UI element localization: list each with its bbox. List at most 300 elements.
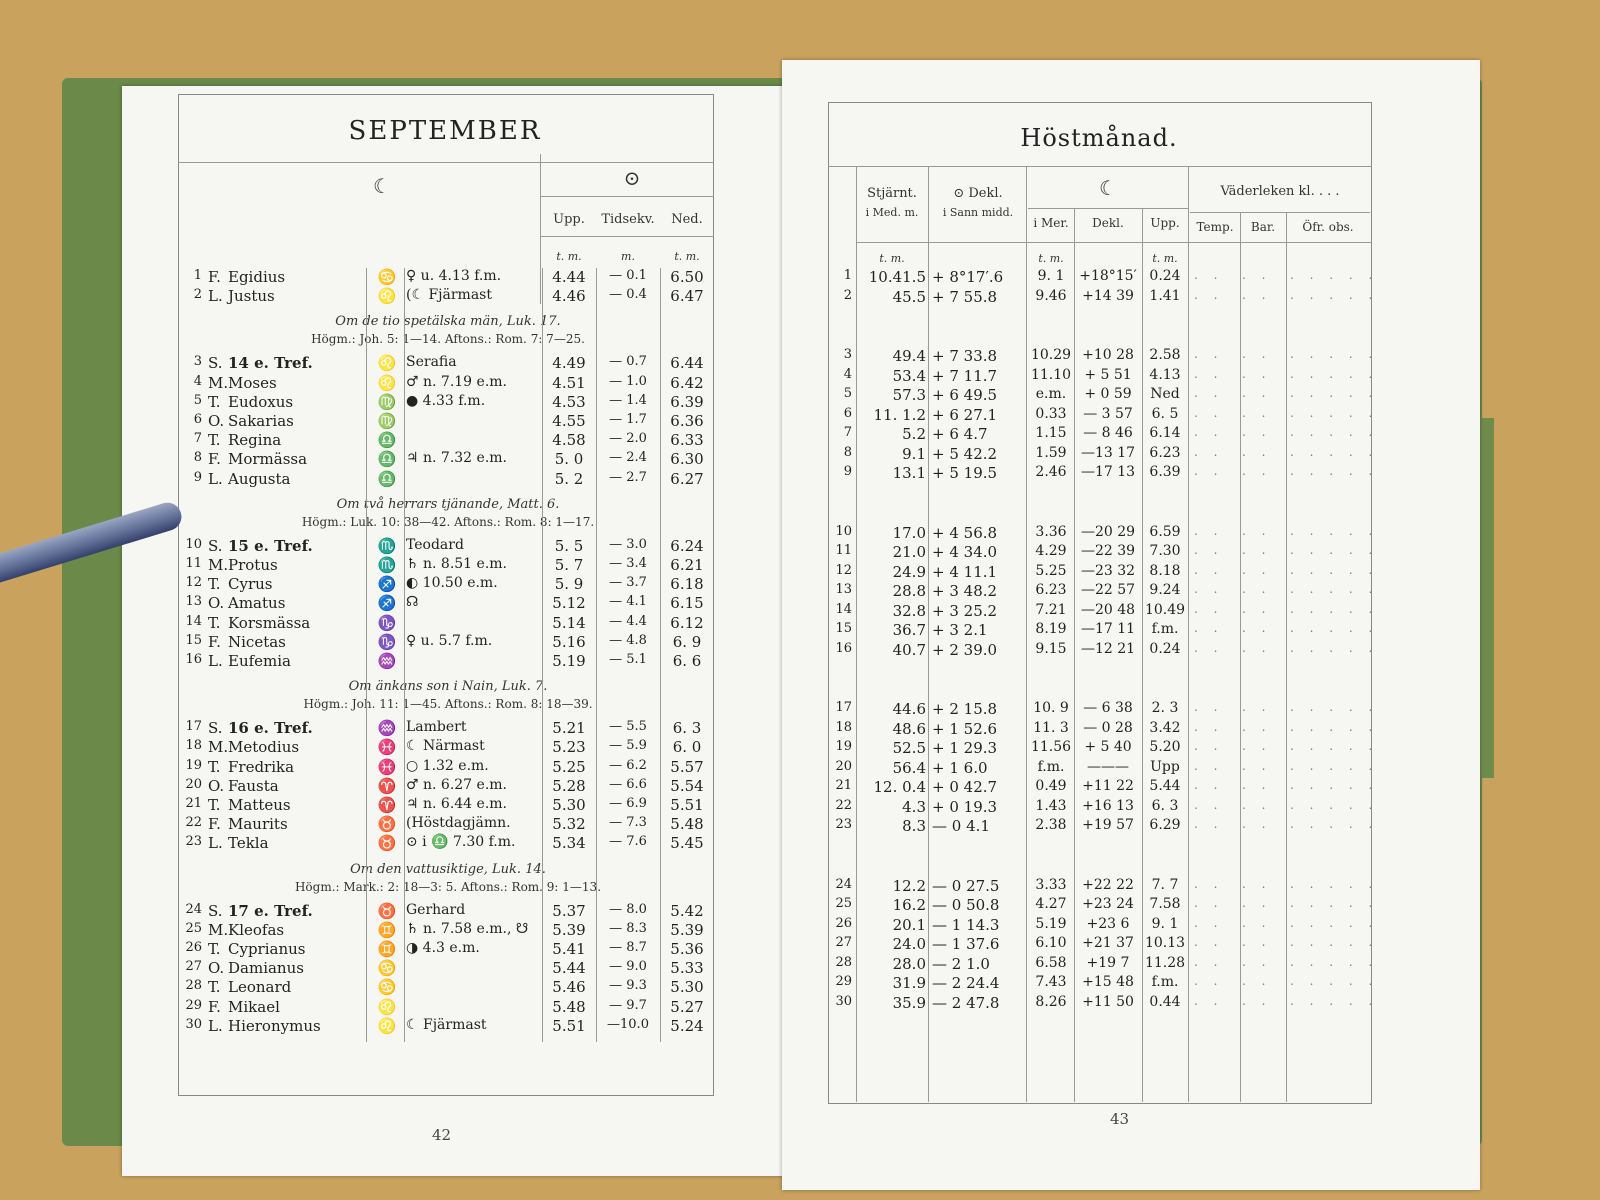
almanac-row <box>828 523 1379 544</box>
day-number: 20 <box>835 758 852 774</box>
day-number: 22 <box>835 797 852 813</box>
moonrise: Upp <box>1150 758 1180 775</box>
day-number: 26 <box>835 915 852 931</box>
day-name: Eudoxus <box>228 392 294 411</box>
sun-declination: — 2 1.0 <box>932 954 990 973</box>
day-row <box>182 758 714 778</box>
day-row <box>182 633 714 653</box>
equation-of-time: — 3.7 <box>609 575 647 591</box>
weather-dots: . . <box>1242 268 1272 282</box>
day-number: 14 <box>185 613 202 629</box>
sunrise: 5.25 <box>552 757 586 776</box>
equation-of-time: — 5.9 <box>609 738 647 754</box>
almanac-row <box>828 562 1379 583</box>
day-name: Korsmässa <box>228 613 311 632</box>
almanac-row <box>828 876 1379 897</box>
sun-declination: + 3 25.2 <box>932 601 998 620</box>
day-number: 22 <box>185 815 202 831</box>
sunrise: 5.46 <box>552 978 586 997</box>
weather-dots: . . . . . <box>1290 915 1379 930</box>
event-note: (☾ Fjärmast <box>406 287 492 304</box>
moonrise: 6.39 <box>1149 464 1181 480</box>
sunrise: 5.28 <box>552 776 586 795</box>
sidereal-time: 10.41.5 <box>868 268 926 286</box>
unit-label: t. m. <box>674 250 700 263</box>
weather-dots: . . <box>1242 640 1272 655</box>
sun-declination: + 5 19.5 <box>932 464 998 482</box>
sun-declination: — 2 24.4 <box>932 974 1000 992</box>
day-name: Mormässa <box>228 450 308 469</box>
weekday: L. <box>208 834 223 853</box>
sidereal-time: 53.4 <box>892 366 926 385</box>
sunset: 5.39 <box>670 920 704 939</box>
weekday: M. <box>208 373 229 392</box>
sidereal-time: 28.8 <box>892 582 926 600</box>
zodiac-sign: ♏ <box>377 556 397 574</box>
sunset: 5.33 <box>670 959 704 978</box>
sidereal-time: 56.4 <box>892 758 926 777</box>
sunset: 6. 9 <box>672 632 702 651</box>
col-dekl-sub: i Sann midd. <box>942 206 1014 219</box>
sunset: 5.27 <box>670 997 704 1016</box>
moon-meridian: 6.58 <box>1035 954 1067 971</box>
moon-meridian: e.m. <box>1035 386 1067 402</box>
moonrise: 0.24 <box>1149 268 1181 284</box>
moon-meridian: 11. 3 <box>1033 719 1069 736</box>
moon-declination: —22 39 <box>1080 543 1136 559</box>
sidereal-time: 48.6 <box>892 719 926 738</box>
sunset: 6.24 <box>670 536 704 555</box>
sunset: 5.51 <box>670 796 704 814</box>
day-name: Fausta <box>228 776 279 795</box>
moonrise: 10.49 <box>1144 601 1186 618</box>
sun-declination: — 0 27.5 <box>932 876 1000 895</box>
almanac-row <box>828 601 1379 622</box>
unit-label: t. m. <box>1152 252 1178 265</box>
weekday: S. <box>208 354 223 373</box>
almanac-row <box>828 366 1379 387</box>
sun-declination: + 7 33.8 <box>932 347 998 365</box>
almanac-row <box>828 621 1379 641</box>
moon-meridian: 9.15 <box>1035 640 1067 657</box>
sunrise: 4.49 <box>552 354 586 373</box>
day-name: Justus <box>228 287 275 306</box>
event-note: ◐ 10.50 e.m. <box>406 575 498 592</box>
moonrise: 8.18 <box>1149 562 1181 579</box>
readings-line: Högm.: Luk. 10: 38—42. Aftons.: Rom. 8: 1—17. <box>301 514 595 529</box>
day-name: 14 e. Tref. <box>228 354 313 373</box>
zodiac-sign: ♒ <box>377 719 397 738</box>
day-name: Maurits <box>228 815 288 834</box>
sidereal-time: 49.4 <box>892 347 926 365</box>
zodiac-sign: ♐ <box>377 594 397 613</box>
sunrise: 4.53 <box>552 392 586 411</box>
zodiac-sign: ♏ <box>377 536 397 555</box>
weekday: F. <box>208 632 221 651</box>
almanac-row <box>828 896 1379 916</box>
weather-dots: . . . . . <box>1290 719 1379 734</box>
moon-meridian: 8.26 <box>1035 993 1067 1010</box>
sun-declination: + 6 27.1 <box>932 405 998 424</box>
equation-of-time: — 5.5 <box>609 719 647 735</box>
sunrise: 5.51 <box>552 1016 586 1035</box>
moonrise: 2.58 <box>1149 347 1181 363</box>
sunset: 6.44 <box>670 354 704 373</box>
col-mupp-header: Upp. <box>1150 216 1180 230</box>
day-row <box>182 431 714 451</box>
weather-dots: . . <box>1242 601 1272 616</box>
weather-dots: . . <box>1242 523 1272 538</box>
weather-dots: . . . . . <box>1290 954 1379 969</box>
zodiac-sign: ♌ <box>377 1016 397 1035</box>
equation-of-time: — 7.3 <box>609 815 647 831</box>
almanac-row <box>828 758 1379 779</box>
equation-of-time: — 9.3 <box>609 978 647 994</box>
col-upp-header: Upp. <box>553 212 585 227</box>
moon-declination: —20 29 <box>1080 523 1136 540</box>
moon-declination: —22 57 <box>1080 582 1136 598</box>
sidereal-time: 16.2 <box>892 896 926 914</box>
sidereal-time: 28.0 <box>892 954 926 973</box>
moonrise: 0.44 <box>1149 993 1181 1010</box>
sermon-heading: Om den vattusiktige, Luk. 14. <box>350 861 546 877</box>
moon-declination: +16 13 <box>1082 797 1134 814</box>
sidereal-time: 17.0 <box>892 523 926 542</box>
day-number: 16 <box>835 640 852 656</box>
left-table <box>182 268 714 1088</box>
weather-dots: . . <box>1242 405 1272 420</box>
almanac-row <box>828 582 1379 602</box>
right-page <box>782 60 1480 1190</box>
sidereal-time: 11. 1.2 <box>873 405 926 424</box>
weather-dots: . . <box>1194 915 1224 930</box>
moon-declination: — 3 57 <box>1083 405 1133 422</box>
moonrise: 7.30 <box>1149 543 1181 559</box>
sun-declination: + 1 6.0 <box>932 758 988 777</box>
event-note: Serafia <box>406 354 457 371</box>
event-note: ♂ n. 6.27 e.m. <box>406 776 508 793</box>
day-row <box>182 537 714 557</box>
moonrise: 6.23 <box>1149 444 1181 461</box>
event-note: (Höstdagjämn. <box>406 815 511 832</box>
weather-dots: . . . . . <box>1290 621 1379 635</box>
weather-dots: . . <box>1194 562 1224 577</box>
weather-dots: . . <box>1242 915 1272 930</box>
moon-meridian: 7.43 <box>1035 974 1067 990</box>
day-number: 18 <box>185 738 202 754</box>
zodiac-sign: ♓ <box>377 738 397 757</box>
zodiac-sign: ♈ <box>377 776 397 795</box>
event-note: ○ 1.32 e.m. <box>406 757 489 774</box>
sunset: 6.30 <box>670 450 704 469</box>
weekday: T. <box>208 757 221 776</box>
weather-dots: . . <box>1242 425 1272 439</box>
day-number: 12 <box>835 562 852 578</box>
almanac-row <box>828 268 1379 288</box>
weekday: L. <box>208 287 223 306</box>
sunset: 6.21 <box>670 556 704 574</box>
sunrise: 5.16 <box>552 632 586 651</box>
almanac-row <box>828 425 1379 445</box>
sunset: 5.54 <box>670 776 704 795</box>
equation-of-time: — 0.4 <box>609 287 647 303</box>
sun-symbol: ⊙ <box>623 166 641 190</box>
almanac-row <box>828 797 1379 818</box>
moon-meridian: 7.21 <box>1035 601 1067 618</box>
equation-of-time: — 9.7 <box>609 997 647 1013</box>
moonrise: 11.28 <box>1144 954 1186 971</box>
day-number: 25 <box>835 896 852 911</box>
equation-of-time: — 8.3 <box>609 920 647 936</box>
sunrise: 5.30 <box>552 796 586 814</box>
weather-dots: . . <box>1194 582 1224 596</box>
weather-dots: . . <box>1242 797 1272 812</box>
moon-declination: + 5 51 <box>1084 366 1132 383</box>
day-name: Cyrus <box>228 575 273 594</box>
sunset: 6.42 <box>670 373 704 392</box>
almanac-row <box>828 778 1379 798</box>
event-note: Teodard <box>406 536 464 553</box>
zodiac-sign: ♑ <box>377 632 397 651</box>
left-page <box>122 86 790 1176</box>
day-number: 10 <box>185 536 202 552</box>
day-number: 12 <box>185 575 202 591</box>
day-number: 4 <box>193 373 202 389</box>
zodiac-sign: ♑ <box>377 613 397 632</box>
sidereal-time: 9.1 <box>902 444 926 463</box>
day-number: 6 <box>843 405 852 421</box>
moon-meridian: f.m. <box>1037 758 1065 775</box>
weather-dots: . . . . . <box>1290 543 1379 557</box>
day-number: 27 <box>835 935 852 950</box>
day-number: 8 <box>193 450 202 466</box>
weather-dots: . . <box>1194 347 1224 361</box>
sunrise: 4.44 <box>552 268 586 286</box>
day-number: 25 <box>185 920 202 936</box>
weather-dots: . . . . . <box>1290 993 1379 1008</box>
weather-dots: . . <box>1242 444 1272 459</box>
weather-dots: . . <box>1194 425 1224 439</box>
col-stjarnt-sub: i Med. m. <box>865 206 919 219</box>
zodiac-sign: ♌ <box>377 373 397 392</box>
weather-dots: . . <box>1242 543 1272 557</box>
moon-declination: +22 22 <box>1082 876 1134 893</box>
sun-declination: + 5 42.2 <box>932 444 998 463</box>
sidereal-time: 44.6 <box>892 700 926 718</box>
col-temp-header: Temp. <box>1196 220 1234 234</box>
weekday: O. <box>208 959 225 978</box>
sunset: 5.48 <box>670 815 704 834</box>
col-stjarnt-header: Stjärnt. <box>867 186 917 201</box>
moon-meridian: 5.19 <box>1035 915 1067 932</box>
col-dekl-header: ⊙ Dekl. <box>953 186 1003 201</box>
weekday: L. <box>208 469 223 488</box>
day-number: 26 <box>185 940 202 955</box>
day-number: 2 <box>193 287 202 303</box>
day-row <box>182 834 714 854</box>
day-row <box>182 614 714 634</box>
weather-dots: . . <box>1194 719 1224 734</box>
zodiac-sign: ♒ <box>377 652 397 670</box>
weekday: L. <box>208 652 223 670</box>
page-number: 42 <box>432 1126 452 1144</box>
weather-dots: . . <box>1242 347 1272 361</box>
weekday: T. <box>208 613 221 632</box>
moonrise: 0.24 <box>1149 640 1181 657</box>
weather-dots: . . <box>1242 974 1272 988</box>
weather-dots: . . <box>1242 954 1272 969</box>
page-title: SEPTEMBER <box>348 116 542 146</box>
day-number: 19 <box>835 739 852 754</box>
sunrise: 5.41 <box>552 940 586 958</box>
zodiac-sign: ♎ <box>377 431 397 450</box>
weather-dots: . . <box>1242 366 1272 381</box>
almanac-row <box>828 700 1379 720</box>
weather-dots: . . . . . <box>1290 347 1379 361</box>
moonrise: 4.13 <box>1149 366 1181 383</box>
equation-of-time: — 6.9 <box>609 796 647 811</box>
weekday: F. <box>208 450 221 469</box>
weekday: T. <box>208 796 221 814</box>
weekday: S. <box>208 901 223 920</box>
day-number: 11 <box>185 556 202 571</box>
zodiac-sign: ♋ <box>377 268 397 286</box>
weekday: T. <box>208 431 221 450</box>
weather-dots: . . <box>1242 778 1272 792</box>
day-number: 5 <box>193 392 202 408</box>
weather-dots: . . <box>1242 817 1272 831</box>
day-row <box>182 652 714 672</box>
sun-declination: + 4 11.1 <box>932 562 998 581</box>
day-number: 24 <box>185 901 202 917</box>
weather-dots: . . . . . <box>1290 935 1379 949</box>
weather-dots: . . <box>1194 287 1224 302</box>
col-bar-header: Bar. <box>1250 220 1276 234</box>
col-ofr-header: Öfr. obs. <box>1302 220 1354 234</box>
moonrise: 5.20 <box>1149 739 1181 755</box>
zodiac-sign: ♈ <box>377 796 397 814</box>
weather-dots: . . <box>1194 817 1224 831</box>
sidereal-time: 5.2 <box>902 425 926 443</box>
moon-declination: +21 37 <box>1082 935 1134 951</box>
weather-dots: . . . . . <box>1290 700 1379 714</box>
weather-dots: . . <box>1242 464 1272 478</box>
day-row <box>182 575 714 595</box>
equation-of-time: — 2.7 <box>609 469 647 485</box>
sun-declination: + 4 34.0 <box>932 543 998 561</box>
moon-meridian: 4.29 <box>1035 543 1067 559</box>
equation-of-time: — 6.2 <box>609 757 647 773</box>
moon-meridian: 10. 9 <box>1033 700 1069 716</box>
weather-dots: . . <box>1194 935 1224 949</box>
zodiac-sign: ♎ <box>377 469 397 488</box>
sermon-heading: Om änkans son i Nain, Luk. 7. <box>348 679 548 695</box>
sidereal-time: 32.8 <box>892 601 926 620</box>
moon-declination: +23 6 <box>1086 915 1130 932</box>
sun-declination: + 0 19.3 <box>932 797 998 816</box>
moon-meridian: 2.46 <box>1035 464 1067 480</box>
weather-dots: . . . . . <box>1290 640 1379 655</box>
weather-dots: . . <box>1194 640 1224 655</box>
day-row <box>182 738 714 758</box>
almanac-row <box>828 954 1379 975</box>
moon-meridian: 5.25 <box>1035 562 1067 579</box>
readings-line: Högm.: Joh. 5: 1—14. Aftons.: Rom. 7: 7—25. <box>311 332 585 347</box>
day-row <box>182 594 714 614</box>
weather-dots: . . . . . <box>1290 601 1379 616</box>
sunrise: 5.37 <box>552 901 586 920</box>
day-row <box>182 796 714 816</box>
day-name: Kleofas <box>228 920 285 939</box>
day-number: 6 <box>193 412 202 427</box>
almanac-row <box>828 405 1379 426</box>
weather-dots: . . . . . <box>1290 758 1379 773</box>
sunset: 5.57 <box>670 757 704 776</box>
moon-declination: —13 17 <box>1080 444 1136 461</box>
moon-meridian: 4.27 <box>1035 896 1067 912</box>
day-row <box>182 1017 714 1037</box>
moonrise: 1.41 <box>1149 287 1181 304</box>
sunset: 6.15 <box>670 594 704 613</box>
sermon-heading: Om de tio spetälska män, Luk. 17. <box>335 314 561 330</box>
moon-declination: +10 28 <box>1082 347 1134 363</box>
equation-of-time: — 0.1 <box>609 268 647 283</box>
sunrise: 5.14 <box>552 613 586 632</box>
almanac-row <box>828 444 1379 465</box>
moonrise: 9.24 <box>1149 582 1181 598</box>
sunset: 6.33 <box>670 431 704 450</box>
equation-of-time: — 0.7 <box>609 354 647 370</box>
sun-declination: + 2 39.0 <box>932 640 998 659</box>
unit-label: t. m. <box>556 250 582 263</box>
day-name: 17 e. Tref. <box>228 901 313 920</box>
almanac-row <box>828 739 1379 759</box>
weather-dots: . . . . . <box>1290 523 1379 538</box>
weather-dots: . . . . . <box>1290 797 1379 812</box>
weather-dots: . . <box>1242 700 1272 714</box>
day-row <box>182 719 714 739</box>
day-number: 7 <box>843 425 852 440</box>
moon-meridian: 9.46 <box>1035 287 1067 304</box>
zodiac-sign: ♉ <box>377 901 397 920</box>
weather-dots: . . <box>1242 739 1272 753</box>
day-number: 15 <box>185 632 202 648</box>
day-number: 9 <box>843 464 852 479</box>
weekday: T. <box>208 575 221 594</box>
event-note: Gerhard <box>406 901 466 918</box>
sunrise: 4.55 <box>552 412 586 430</box>
moon-meridian: 3.36 <box>1035 523 1067 540</box>
day-name: Hieronymus <box>228 1016 321 1035</box>
sun-declination: + 8°17′.6 <box>932 268 1004 286</box>
weather-dots: . . . . . <box>1290 386 1379 400</box>
day-number: 30 <box>835 993 852 1009</box>
almanac-row <box>828 719 1379 740</box>
zodiac-sign: ♓ <box>377 757 397 776</box>
day-number: 1 <box>843 268 852 283</box>
unit-label: m. <box>621 250 635 263</box>
day-number: 14 <box>835 601 852 617</box>
sun-declination: + 3 48.2 <box>932 582 998 600</box>
day-name: 16 e. Tref. <box>228 719 313 738</box>
weather-dots: . . <box>1194 366 1224 381</box>
day-number: 17 <box>185 719 202 735</box>
sunrise: 5.19 <box>552 652 586 670</box>
sidereal-time: 24.9 <box>892 562 926 581</box>
sunrise: 5.23 <box>552 738 586 757</box>
day-name: Damianus <box>228 959 304 978</box>
sidereal-time: 8.3 <box>902 817 926 835</box>
